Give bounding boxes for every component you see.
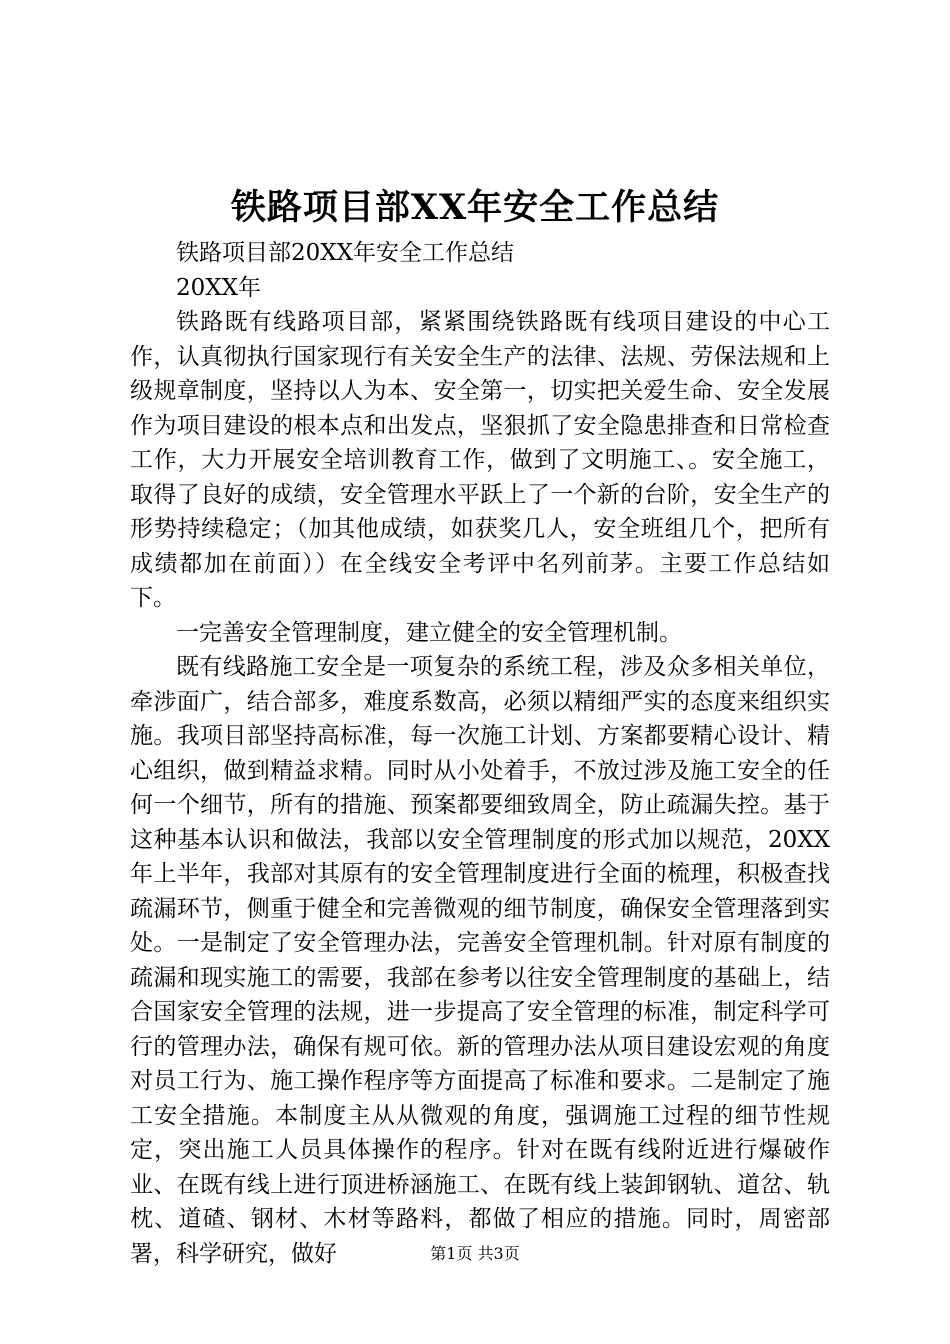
body-paragraph: 铁路既有线路项目部，紧紧围绕铁路既有线项目建设的中心工作，认真彻执行国家现行有关安全生产的法律、法规、劳保法规和上级规章制度，坚持以人为本、安全第一，切实把关爱生命、安全发展作为项目建设的根本点和出发点，坚狠抓了安全隐患排查和日常检查工作，大力开展安全培训教育工作，做到了文明施工、。安全施工，取得了良好的成绩，安全管理水平跃上了一个新的台阶，安全生产的形势持续稳定；（加其他成绩，如获奖几人，安全班组几个，把所有成绩都加在前面））在全线安全考评中名列前茅。主要工作总结如下。 [130,309,830,611]
document-body [130,236,830,1271]
body-paragraph: 既有线路施工安全是一项复杂的系统工程，涉及众多相关单位，牵涉面广，结合部多，难度系数高，必须以精细严实的态度来组织实施。我项目部坚持高标准，每一次施工计划、方案都要精心设计、精心组织，做到精益求精。同时从小处着手，不放过涉及施工安全的任何一个细节，所有的措施、预案都要细致周全，防止疏漏失控。基于这种基本认识和做法，我部以安全管理制度的形式加以规范，20XX年上半年，我部对其原有的安全管理制度进行全面的梳理，积极查找疏漏环节，侧重于健全和完善微观的细节制度，确保安全管理落到实处。一是制定了安全管理办法，完善安全管理机制。针对原有制度的疏漏和现实施工的需要，我部在参考以往安全管理制度的基础上，结合国家安全管理的法规，进一步提高了安全管理的标准，制定科学可行的管理办法，确保有规可依。新的管理办法从项目建设宏观的角度对员工行为、施工操作程序等方面提高了标准和要求。二是制定了施工安全措施。本制度主从从微观的角度，强调施工过程的细节性规定，突出施工人员具体操作的程序。针对在既有线附近进行爆破作业、在既有线上进行顶进桥涵施工、在既有线上装卸钢轨、道岔、轨枕、道碴、钢材、木材等路料，都做了相应的措施。同时，周密部署，科学研究，做好 [130,654,830,1267]
year-line: 20XX年 [176,274,262,301]
section-heading: 一完善安全管理制度，建立健全的安全管理机制。 [176,619,682,646]
page-number-footer: 第1页 共3页 [430,1244,520,1263]
subtitle-line: 铁路项目部20XX年安全工作总结 [176,240,515,266]
document-title: 铁路项目部XX年安全工作总结 [230,187,720,228]
